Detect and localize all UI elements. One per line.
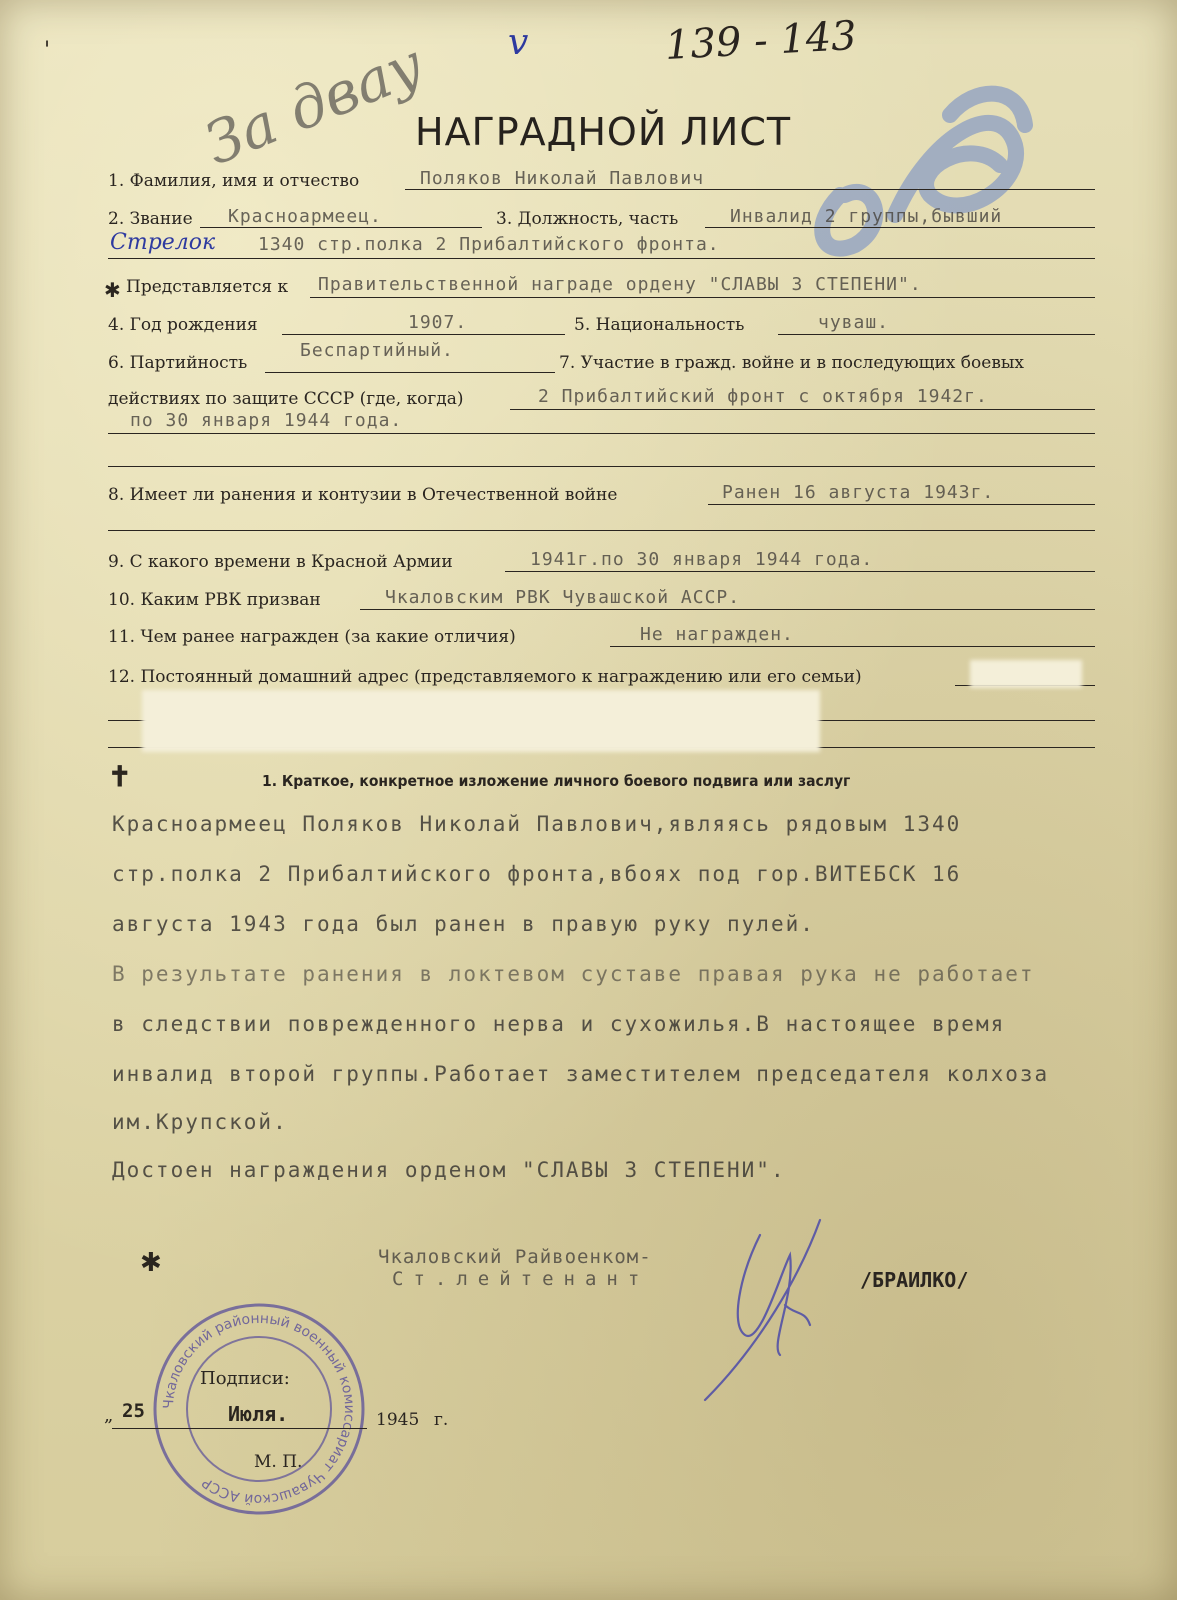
date-day: 25 — [122, 1400, 145, 1422]
field-8-line-2 — [108, 530, 1095, 531]
field-10-value: Чкаловским РВК Чувашской АССР. — [385, 587, 741, 608]
field-3-label: 3. Должность, часть — [496, 209, 679, 229]
field-9-line — [505, 571, 1095, 572]
field-1-label: 1. Фамилия, имя и отчество — [108, 171, 360, 191]
field-10-label: 10. Каким РВК призван — [108, 590, 321, 610]
field-1-line — [405, 189, 1095, 190]
field-11-value: Не награжден. — [640, 624, 794, 645]
field-7-value: 2 Прибалтийский фронт с октября 1942г. — [538, 386, 988, 407]
commissar-org: Чкаловский Райвоенком- — [378, 1246, 652, 1268]
address-redaction — [142, 690, 820, 752]
field-7-line-3 — [108, 466, 1095, 467]
field-4-value: 1907. — [408, 312, 468, 333]
narrative-line: инвалид второй группы.Работает заместителем председателя колхоза — [112, 1062, 1050, 1086]
narrative-line: Достоен награждения орденом "СЛАВЫ 3 СТЕПЕНИ". — [112, 1158, 786, 1182]
date-quote: „ — [104, 1405, 114, 1426]
field-10-line — [360, 609, 1095, 610]
field-8-value: Ранен 16 августа 1943г. — [722, 482, 995, 503]
commissar-name: /БРАИЛКО/ — [860, 1268, 969, 1292]
date-line — [112, 1428, 367, 1429]
section-heading: 1. Краткое, конкретное изложение личного боевого подвига или заслуг — [262, 772, 851, 790]
star-mark: ✱ — [104, 278, 121, 302]
narrative-line: стр.полка 2 Прибалтийского фронта,вбоях под гор.ВИТЕБСК 16 — [112, 862, 962, 886]
narrative-line: Красноармеец Поляков Николай Павлович,являясь рядовым 1340 — [112, 812, 962, 836]
present-value: Правительственной награде ордену "СЛАВЫ 3 СТЕПЕНИ". — [318, 274, 922, 295]
field-3-value: Инвалид 2 группы,бывший — [730, 206, 1003, 227]
check-mark: v — [508, 22, 529, 63]
field-7-label: 7. Участие в гражд. войне и в последующих боевых — [559, 353, 1025, 373]
field-9-value: 1941г.по 30 января 1944 года. — [530, 549, 874, 570]
signature-scribble — [700, 1215, 840, 1405]
field-12-label: 12. Постоянный домашний адрес (представляемого к награждению или его семьи) — [108, 667, 862, 687]
narrative-line: В результате ранения в локтевом суставе правая рука не работает — [112, 962, 1035, 986]
field-2-value: Красноармеец. — [228, 206, 382, 227]
page-title: НАГРАДНОЙ ЛИСТ — [415, 110, 792, 154]
podpis-label: Подписи: — [200, 1368, 290, 1389]
present-label: Представляется к — [126, 277, 289, 297]
date-year: 1945 — [376, 1410, 420, 1430]
field-2-line — [200, 227, 482, 228]
field-3-continued: 1340 стр.полка 2 Прибалтийского фронта. — [258, 234, 720, 255]
field-5-label: 5. Национальность — [574, 315, 745, 335]
field-9-label: 9. С какого времени в Красной Армии — [108, 552, 453, 572]
mp-label: М. П. — [254, 1452, 303, 1472]
field-5-value: чуваш. — [818, 312, 890, 333]
field-7-line-2 — [108, 433, 1095, 434]
field-11-label: 11. Чем ранее награжден (за какие отличия) — [108, 627, 516, 647]
address-redaction-2 — [970, 660, 1082, 688]
stamp-text: Чкаловский районный военный комиссариат Чувашской АССР — [160, 1310, 358, 1508]
narrative-line: в следствии поврежденного нерва и сухожилья.В настоящее время — [112, 1012, 1006, 1036]
present-line — [310, 297, 1095, 298]
field-6-line — [265, 372, 555, 373]
field-3-line-2 — [108, 258, 1095, 259]
field-2-label: 2. Звание — [108, 209, 193, 229]
narrative-line: августа 1943 года был ранен в правую руку пулей. — [112, 912, 815, 936]
corner-mark: ' — [44, 38, 51, 63]
star-mark-2: ✱ — [140, 1248, 162, 1278]
field-11-line — [610, 646, 1095, 647]
commissar-rank: Ст.лейтенант — [392, 1268, 650, 1290]
field-7-label-2: действиях по защите СССР (где, когда) — [108, 389, 464, 409]
field-3-line — [705, 227, 1095, 228]
handwritten-note: За двау — [195, 29, 433, 179]
blue-pencil-scribble — [800, 75, 1040, 265]
field-7-line — [510, 409, 1095, 410]
field-5-line — [778, 334, 1095, 335]
field-6-label: 6. Партийность — [108, 353, 248, 373]
field-6-value: Беспартийный. — [300, 340, 454, 361]
field-3-handwritten: Стрелок — [110, 230, 216, 255]
field-8-line — [708, 504, 1095, 505]
field-1-value: Поляков Николай Павлович — [420, 168, 705, 189]
field-4-line — [282, 334, 565, 335]
date-month: Июля. — [228, 1402, 289, 1426]
narrative-line: им.Крупской. — [112, 1110, 288, 1134]
field-4-label: 4. Год рождения — [108, 315, 258, 335]
section-mark: ✝ — [108, 760, 132, 793]
date-g: г. — [434, 1410, 449, 1430]
field-8-label: 8. Имеет ли ранения и контузии в Отечественной войне — [108, 485, 618, 505]
archive-number: 139 - 143 — [663, 13, 858, 69]
field-7-value-2: по 30 января 1944 года. — [130, 410, 403, 431]
